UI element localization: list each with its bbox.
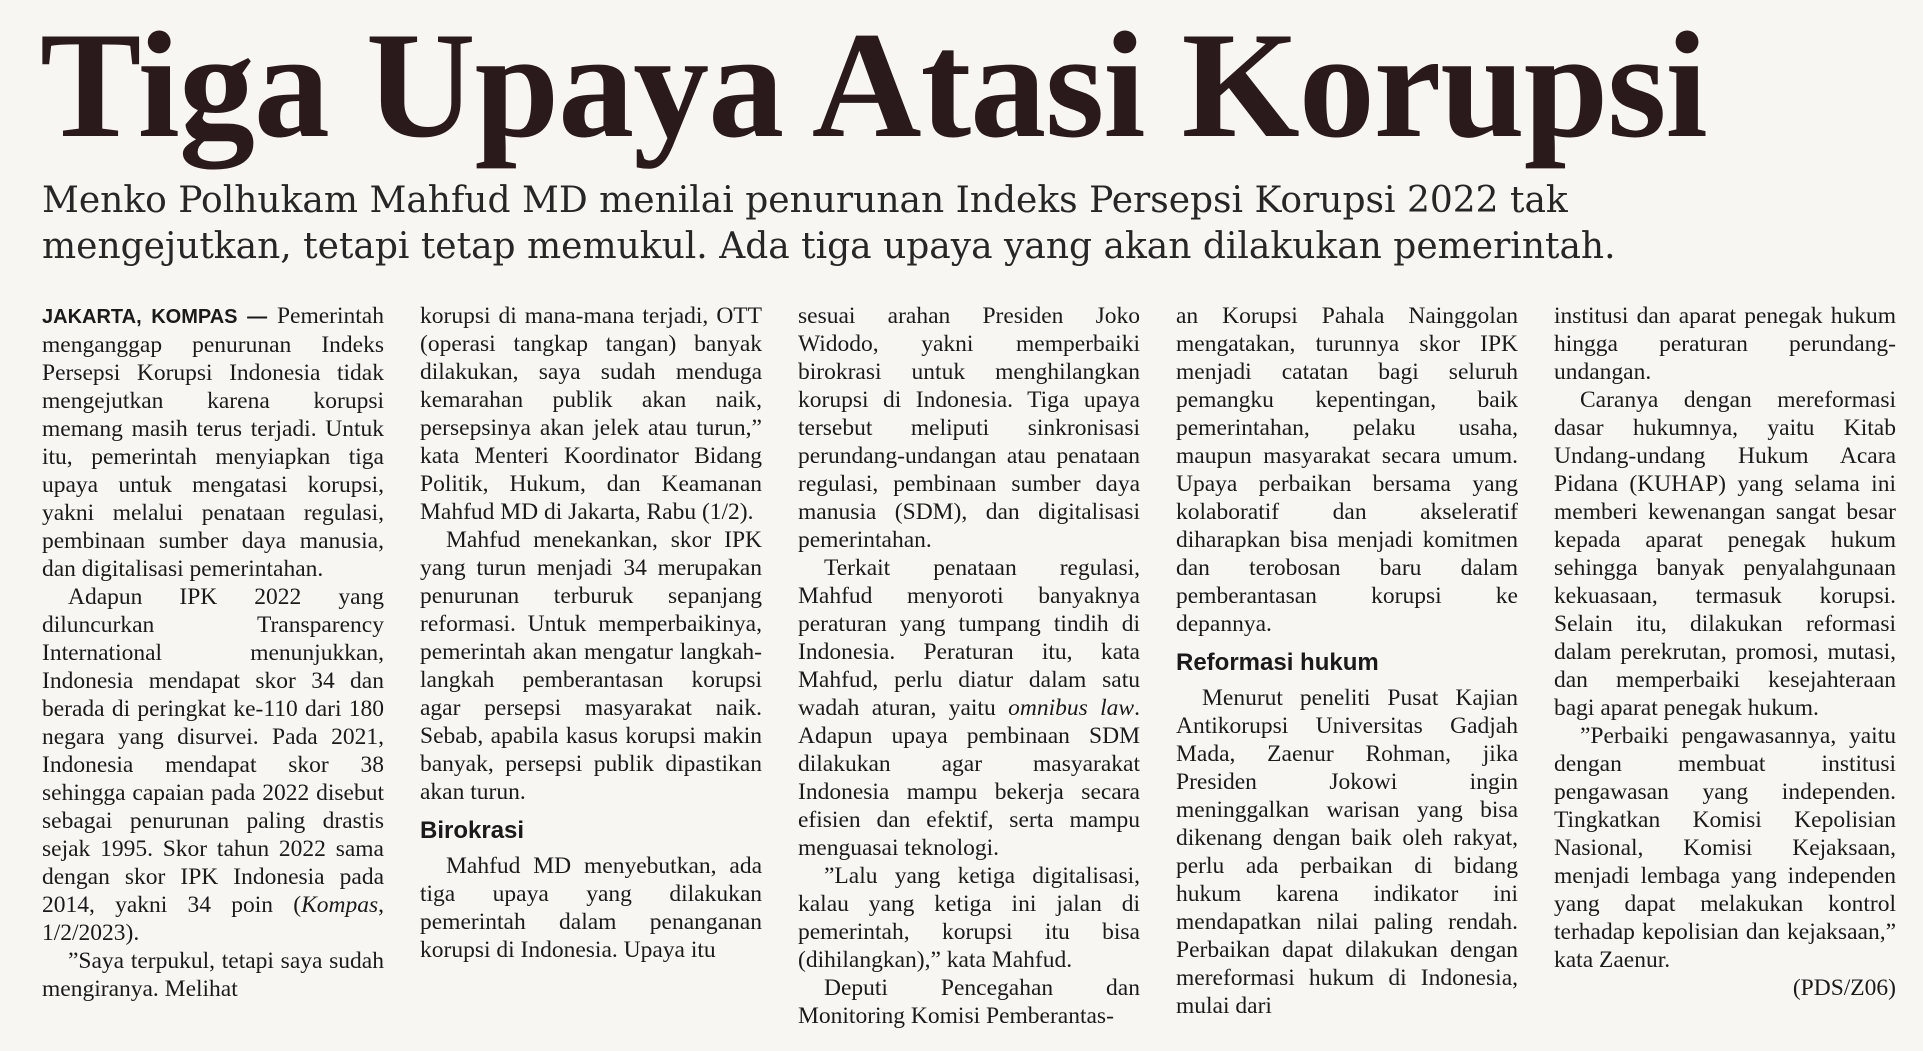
column-1 — [42, 302, 384, 1034]
paragraph: ”Perbaiki pengawasannya, yaitu dengan membuat institusi pengawasan yang independen. Tingkatkan Komisi Kepolisian Nasional, Komisi Kejaksaan, menjadi lembaga yang independen yang dapat melakukan kontrol terhadap kepolisian dan kejaksaan,” kata Zaenur. — [1554, 723, 1896, 973]
dateline: JAKARTA, KOMPAS — — [42, 306, 268, 328]
source-italic: Kompas — [301, 892, 379, 918]
column-3 — [798, 302, 1140, 1034]
paragraph: Menurut peneliti Pusat Kajian Antikorupsi Universitas Gadjah Mada, Zaenur Rohman, jika Presiden Jokowi ingin meninggalkan warisan yang bisa dikenang dengan baik oleh rakyat, perlu ada perbaikan di bidang hukum karena indikator ini mendapatkan nilai paling rendah. Perbaikan dapat dilakukan dengan mereformasi hukum di Indonesia, mulai dari — [1176, 685, 1518, 1019]
column-2 — [420, 302, 762, 1034]
paragraph: sesuai arahan Presiden Joko Widodo, yakni memperbaiki birokrasi untuk menghilangkan korupsi di Indonesia. Tiga upaya tersebut meliputi sinkronisasi perundang-undangan atau penataan regulasi, pembinaan sumber daya manusia (SDM), dan digitalisasi pemerintahan. — [798, 303, 1140, 553]
byline-credit: (PDS/Z06) — [1792, 975, 1896, 1001]
subheading-birokrasi: Birokrasi — [420, 817, 525, 844]
column-5 — [1554, 302, 1896, 1034]
paragraph: ”Lalu yang ketiga digitalisasi, kalau yang ketiga ini jalan di pemerintah, korupsi itu bisa (dihilangkan),” kata Mahfud. — [798, 863, 1140, 973]
paragraph: Caranya dengan mereformasi dasar hukumnya, yaitu Kitab Undang-undang Hukum Acara Pidana (KUHAP) yang selama ini memberi kewenangan sangat besar kepada aparat penegak hukum sehingga banyak penyalahgunaan kekuasaan, termasuk korupsi. Selain itu, dilakukan reformasi dalam perekrutan, promosi, mutasi, dan memperbaiki kesejahteraan bagi aparat penegak hukum. — [1554, 387, 1896, 721]
article-body — [42, 302, 1896, 1034]
omnibus-law-italic: omnibus law — [1008, 695, 1135, 721]
column-4 — [1176, 302, 1518, 1034]
lead-paragraph: Menko Polhukam Mahfud MD menilai penurunan Indeks Persepsi Korupsi 2022 tak mengejutkan, tetapi tetap memukul. Ada tiga upaya yang akan dilakukan pemerintah. — [42, 180, 1616, 267]
paragraph: Adapun IPK 2022 yang diluncurkan Transparency International menunjukkan, Indonesia mendapat skor 34 dan berada di peringkat ke-110 dari 180 negara yang disurvei. Pada 2021, Indonesia mendapat skor 38 sehingga capaian pada 2022 disebut sebagai penurunan paling drastis sejak 1995. Skor tahun 2022 sama dengan skor IPK Indonesia pada 2014, yakni 34 poin (Kompas, 1/2/2023). — [42, 584, 384, 946]
paragraph: Terkait penataan regulasi, Mahfud menyoroti banyaknya peraturan yang tumpang tindih di Indonesia. Peraturan itu, kata Mahfud, perlu diatur dalam satu wadah aturan, yaitu omnibus law. Adapun upaya pembinaan SDM dilakukan agar masyarakat Indonesia mampu bekerja secara efisien dan efektif, serta mampu menguasai teknologi. — [798, 555, 1140, 861]
subheading-reformasi-hukum: Reformasi hukum — [1176, 649, 1379, 676]
paragraph: korupsi di mana-mana terjadi, OTT (operasi tangkap tangan) banyak dilakukan, saya sudah menduga kemarahan publik akan naik, persepsinya akan jelek atau turun,” kata Menteri Koordinator Bidang Politik, Hukum, dan Keamanan Mahfud MD di Jakarta, Rabu (1/2). — [420, 303, 762, 525]
paragraph: an Korupsi Pahala Nainggolan mengatakan, turunnya skor IPK menjadi catatan bagi seluruh pemangku kepentingan, baik pemerintahan, pelaku usaha, maupun masyarakat secara umum. Upaya perbaikan bersama yang kolaboratif dan akseleratif diharapkan bisa menjadi komitmen dan terobosan baru dalam pemberantasan korupsi ke depannya. — [1176, 303, 1518, 637]
paragraph: Deputi Pencegahan dan Monitoring Komisi Pemberantas- — [798, 975, 1140, 1029]
paragraph: Mahfud MD menyebutkan, ada tiga upaya yang dilakukan pemerintah dalam penanganan korupsi di Indonesia. Upaya itu — [420, 853, 762, 963]
paragraph: institusi dan aparat penegak hukum hingga peraturan perundang-undangan. — [1554, 303, 1896, 385]
paragraph: Pemerintah menganggap penurunan Indeks Persepsi Korupsi Indonesia tidak mengejutkan karena korupsi memang masih terus terjadi. Untuk itu, pemerintah menyiapkan tiga upaya untuk mengatasi korupsi, yakni melalui penataan regulasi, pembinaan sumber daya manusia, dan digitalisasi pemerintahan. — [42, 303, 384, 582]
headline: Tiga Upaya Atasi Korupsi — [40, 1, 1707, 169]
paragraph: ”Saya terpukul, tetapi saya sudah mengiranya. Melihat — [42, 948, 384, 1002]
paragraph: Mahfud menekankan, skor IPK yang turun menjadi 34 merupakan penurunan terburuk sepanjang reformasi. Untuk memperbaikinya, pemerintah akan mengatur langkah-langkah pemberantasan korupsi agar persepsi masyarakat naik. Sebab, apabila kasus korupsi makin banyak, persepsi publik dipastikan akan turun. — [420, 527, 762, 805]
